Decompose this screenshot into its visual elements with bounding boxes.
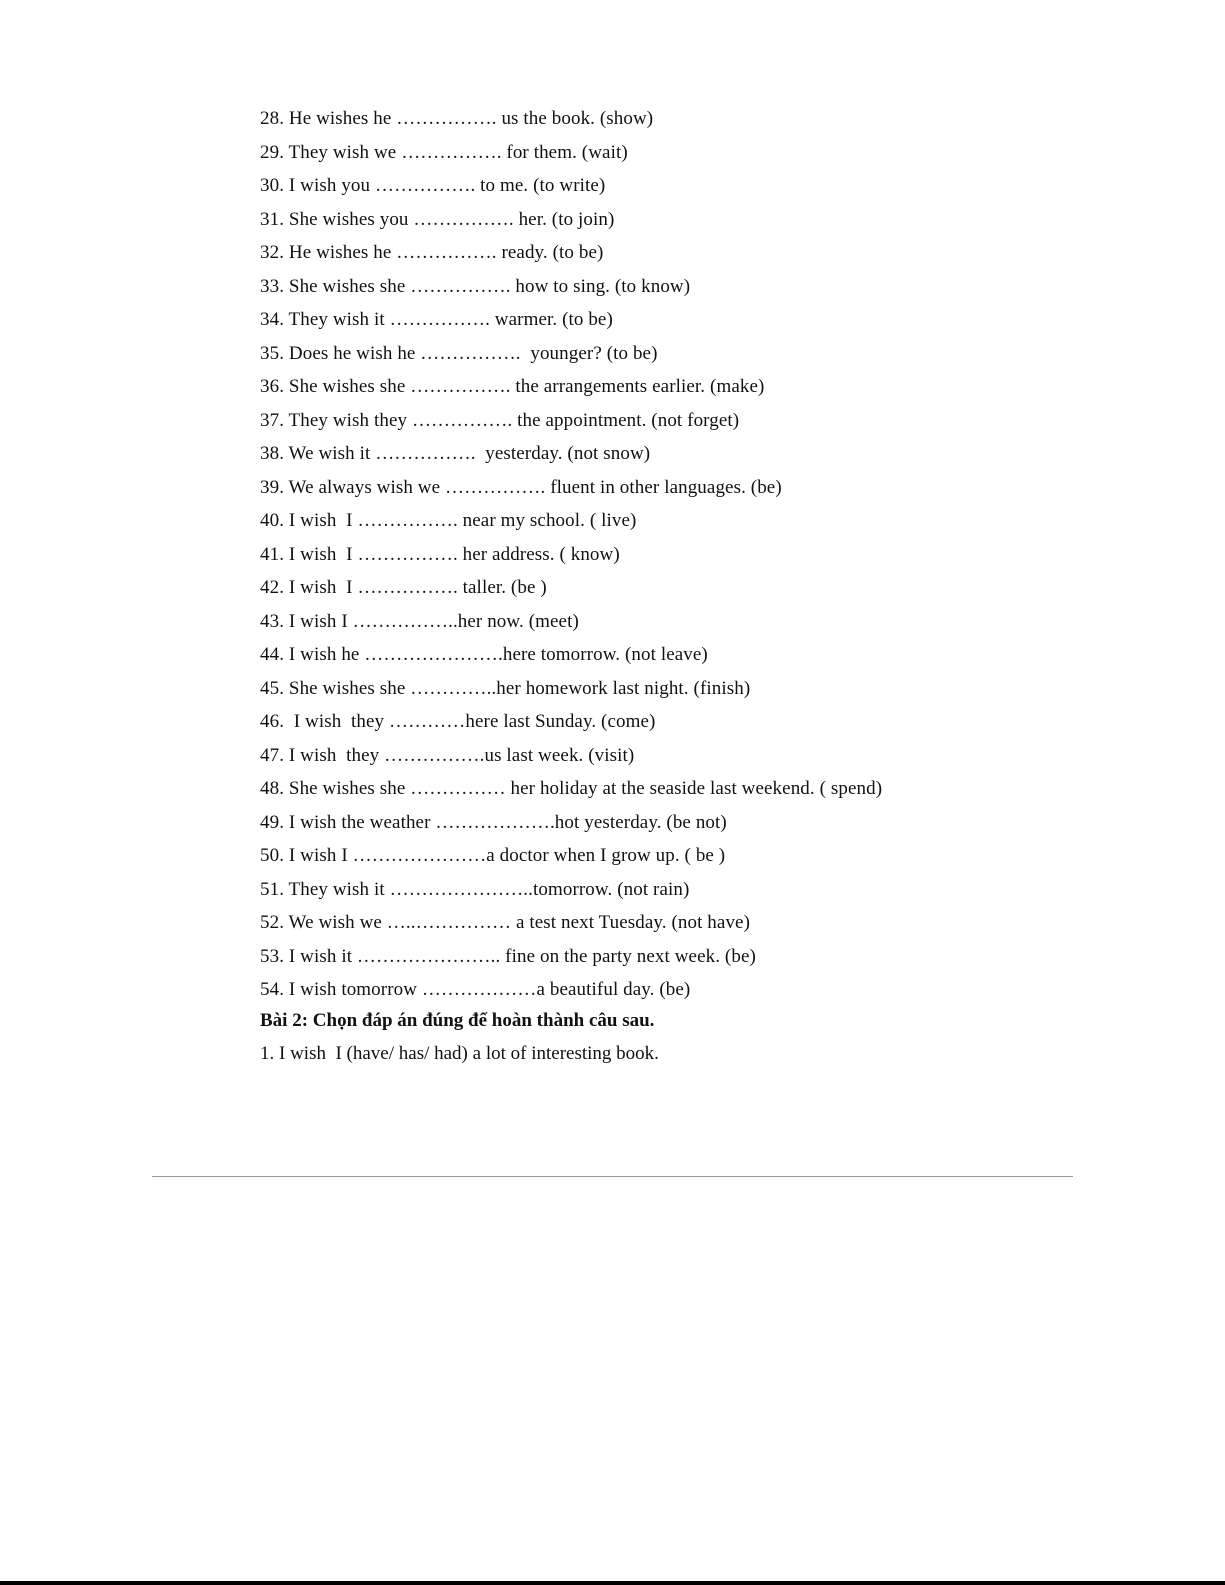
exercise-item-33: 33. She wishes she ……………. how to sing. (to know)	[260, 275, 691, 297]
exercise-item-39: 39. We always wish we ……………. fluent in other languages. (be)	[260, 476, 782, 498]
exercise-item-44: 44. I wish he ………………….here tomorrow. (not leave)	[260, 644, 708, 665]
exercise-item-38: 38. We wish it ……………. yesterday. (not snow)	[260, 443, 651, 464]
exercise-item-50: 50. I wish I …………………a doctor when I grow up. ( be )	[260, 845, 726, 866]
exercise-item-31: 31. She wishes you ……………. her. (to join)	[260, 208, 615, 230]
exercise-item-36: 36. She wishes she ……………. the arrangements earlier. (make)	[260, 376, 765, 397]
exercise-item-53: 53. I wish it ………………….. fine on the party next week. (be)	[260, 945, 756, 967]
exercise-item-40: 40. I wish I ……………. near my school. ( live)	[260, 510, 637, 531]
page-bottom-border	[0, 1581, 1225, 1585]
exercise-item-29: 29. They wish we ……………. for them. (wait)	[260, 141, 628, 163]
exercise-item-45: 45. She wishes she …………..her homework last night. (finish)	[260, 677, 751, 699]
exercise-item-35: 35. Does he wish he ……………. younger? (to be)	[260, 342, 658, 364]
exercise-item-49: 49. I wish the weather ……………….hot yesterday. (be not)	[260, 811, 727, 833]
exercise-item-41: 41. I wish I ……………. her address. ( know)	[260, 543, 620, 565]
exercise-item-51: 51. They wish it …………………..tomorrow. (not rain)	[260, 878, 690, 900]
exercise-item-52: 52. We wish we …..…………… a test next Tuesday. (not have)	[260, 912, 750, 933]
exercise-item-34: 34. They wish it ……………. warmer. (to be)	[260, 309, 613, 330]
question-item-1: 1. I wish I (have/ has/ had) a lot of interesting book.	[260, 1043, 659, 1064]
exercise-item-30: 30. I wish you ……………. to me. (to write)	[260, 175, 606, 196]
exercise-item-37: 37. They wish they ……………. the appointment. (not forget)	[260, 409, 740, 431]
page-divider	[152, 1176, 1073, 1177]
exercise-item-32: 32. He wishes he ……………. ready. (to be)	[260, 242, 604, 263]
exercise-item-46: 46. I wish they …………here last Sunday. (come)	[260, 711, 656, 732]
exercise-item-48: 48. She wishes she …………… her holiday at the seaside last weekend. ( spend)	[260, 778, 883, 799]
exercise-item-47: 47. I wish they …………….us last week. (visit)	[260, 744, 635, 766]
exercise-item-43: 43. I wish I ……………..her now. (meet)	[260, 610, 579, 632]
section-2-heading: Bài 2: Chọn đáp án đúng để hoàn thành câu sau.	[260, 1010, 655, 1031]
exercise-item-42: 42. I wish I ……………. taller. (be )	[260, 577, 547, 598]
exercise-list-section-2	[260, 1037, 659, 1070]
exercise-item-28: 28. He wishes he ……………. us the book. (show)	[260, 108, 654, 129]
exercise-item-54: 54. I wish tomorrow ………………a beautiful day. (be)	[260, 979, 691, 1000]
exercise-list-section-1	[260, 102, 1120, 1007]
